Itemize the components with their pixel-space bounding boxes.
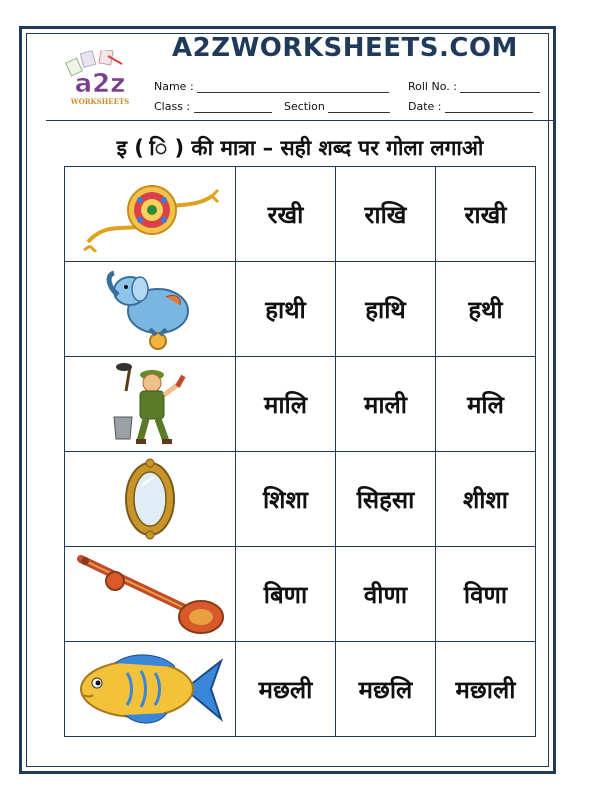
- table-row: [65, 547, 536, 642]
- option-1[interactable]: मालि: [236, 357, 336, 452]
- option-1[interactable]: हाथी: [236, 262, 336, 357]
- table-row: [65, 167, 536, 262]
- table-row: [65, 642, 536, 737]
- table-row: [65, 262, 536, 357]
- date-field[interactable]: [408, 100, 533, 113]
- svg-text:a2z: a2z: [74, 69, 126, 99]
- rakhi-icon: [80, 176, 220, 252]
- option-3[interactable]: मलि: [436, 357, 536, 452]
- option-2[interactable]: सिहसा: [336, 452, 436, 547]
- table-row: [65, 452, 536, 547]
- section-field[interactable]: [284, 100, 390, 113]
- class-field[interactable]: [154, 100, 272, 113]
- option-1[interactable]: बिणा: [236, 547, 336, 642]
- roll-label: Roll No. :: [408, 80, 457, 93]
- veena-icon: [75, 551, 225, 637]
- picture-cell: [65, 452, 236, 547]
- mirror-icon: [120, 457, 180, 541]
- option-3[interactable]: विणा: [436, 547, 536, 642]
- picture-cell: [65, 642, 236, 737]
- option-2[interactable]: मछलि: [336, 642, 436, 737]
- option-1[interactable]: रखी: [236, 167, 336, 262]
- name-label: Name :: [154, 80, 194, 93]
- worksheet-title: इ ( ि ) की मात्रा – सही शब्द पर गोला लगाओ: [116, 136, 484, 160]
- section-label: Section: [284, 100, 325, 113]
- option-2[interactable]: हाथि: [336, 262, 436, 357]
- section-line[interactable]: [328, 102, 390, 113]
- name-field[interactable]: [154, 80, 389, 93]
- header-divider: [46, 120, 554, 121]
- class-line[interactable]: [194, 102, 272, 113]
- picture-cell: [65, 357, 236, 452]
- option-2[interactable]: माली: [336, 357, 436, 452]
- option-3[interactable]: मछाली: [436, 642, 536, 737]
- table-row: [65, 357, 536, 452]
- roll-field[interactable]: [408, 80, 540, 93]
- option-2[interactable]: वीणा: [336, 547, 436, 642]
- picture-cell: [65, 262, 236, 357]
- picture-cell: [65, 547, 236, 642]
- date-label: Date :: [408, 100, 442, 113]
- picture-cell: [65, 167, 236, 262]
- option-1[interactable]: मछली: [236, 642, 336, 737]
- option-1[interactable]: शिशा: [236, 452, 336, 547]
- gardener-icon: [100, 361, 200, 447]
- option-3[interactable]: शीशा: [436, 452, 536, 547]
- class-label: Class :: [154, 100, 191, 113]
- date-line[interactable]: [445, 102, 533, 113]
- svg-text:WORKSHEETS: WORKSHEETS: [70, 97, 130, 106]
- a2z-logo: [60, 50, 140, 108]
- name-line[interactable]: [197, 82, 389, 93]
- answer-grid: [64, 166, 536, 737]
- site-title: A2ZWORKSHEETS.COM: [172, 33, 518, 63]
- roll-line[interactable]: [460, 82, 540, 93]
- option-3[interactable]: हथी: [436, 262, 536, 357]
- elephant-icon: [100, 267, 200, 351]
- option-3[interactable]: राखी: [436, 167, 536, 262]
- option-2[interactable]: राखि: [336, 167, 436, 262]
- fish-icon: [75, 649, 225, 729]
